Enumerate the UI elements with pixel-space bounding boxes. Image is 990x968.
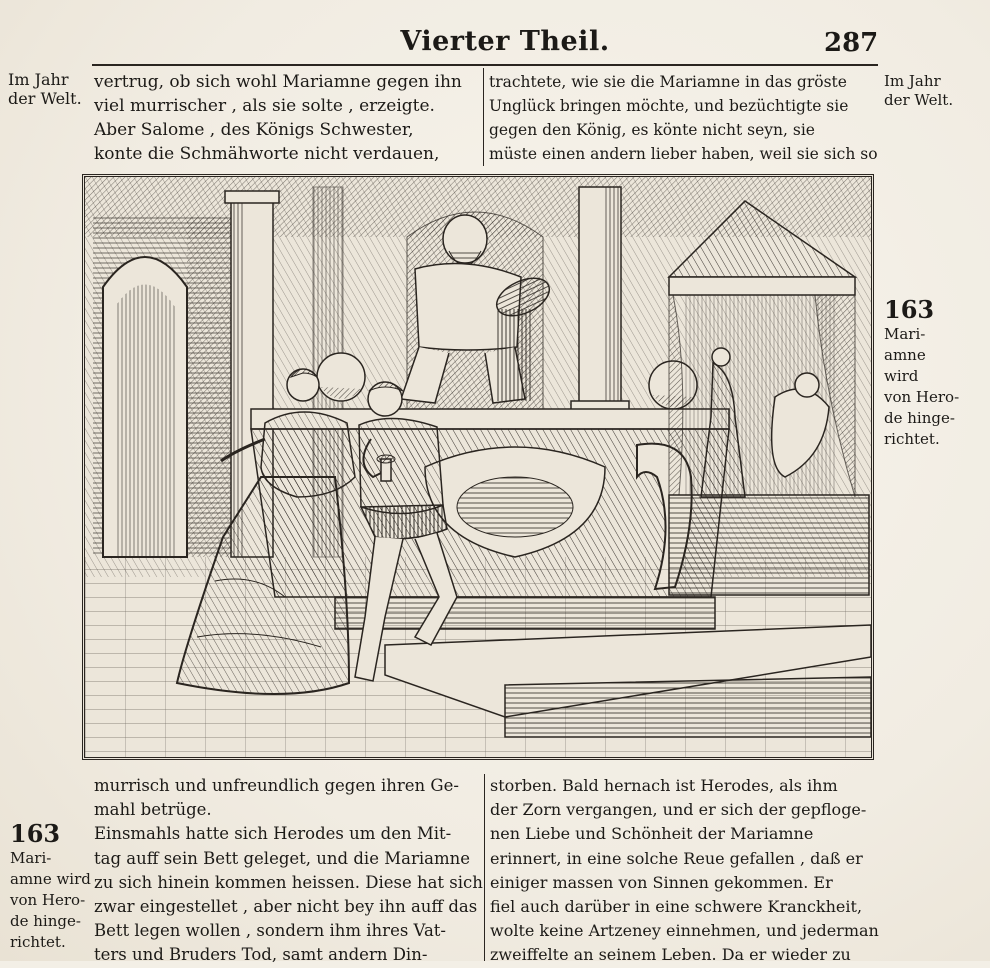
side-note-line: wird — [884, 367, 919, 385]
text-line: einiger massen von Sinnen gekommen. Er — [490, 872, 833, 892]
text-line: zu sich hinein kommen heissen. Diese hat sich — [94, 872, 483, 892]
side-note-line: von Hero- — [884, 388, 960, 406]
margin-note-year-right — [884, 72, 953, 110]
text-line: wolte keine Artzeney einnehmen, und jederman — [490, 921, 879, 941]
margin-note-line: der Welt. — [8, 89, 82, 108]
text-line: viel murrischer , als sie solte , erzeigte. — [94, 96, 435, 116]
text-line: der Zorn vergangen, und er sich der gepfloge- — [490, 800, 867, 820]
side-note-line: richtet. — [884, 430, 940, 448]
margin-note-line: Im Jahr — [884, 72, 941, 90]
side-note-line: amne — [884, 346, 926, 364]
margin-note-year-left — [8, 70, 82, 108]
side-note-line: Mari- — [884, 325, 926, 343]
margin-note-line: der Welt. — [884, 91, 954, 109]
text-line: fiel auch darüber in eine schwere Kranckheit, — [490, 897, 863, 917]
margin-note-line: Im Jahr — [8, 70, 69, 89]
column-divider-bottom — [484, 774, 485, 961]
text-line: Bett legen wollen , sondern ihm ihres Vat- — [94, 921, 446, 941]
top-left-column — [94, 70, 462, 166]
text-line: murrisch und unfreundlich gegen ihren Ge- — [94, 776, 459, 795]
side-note-line: de hinge- — [10, 912, 81, 930]
text-line: nen Liebe und Schönheit der Mariamne — [490, 824, 814, 844]
page-title: Vierter Theil. — [400, 26, 610, 57]
text-line: vertrug, ob sich wohl Mariamne gegen ihn — [94, 72, 462, 92]
bottom-left-column — [94, 774, 483, 968]
side-note-number: 163 — [884, 295, 935, 324]
column-divider-top — [483, 68, 484, 166]
side-note-line: von Hero- — [10, 891, 86, 909]
text-line: zweiffelte an seinem Leben. Da er wieder zu — [490, 945, 851, 965]
top-right-column — [489, 70, 878, 166]
text-line: erinnert, in eine solche Reue gefallen , daß er — [490, 848, 863, 868]
text-line: tag auff sein Bett geleget, und die Mariamne — [94, 848, 470, 868]
engraving-illustration — [82, 174, 874, 760]
header-rule — [92, 64, 878, 66]
side-note-line: Mari- — [10, 849, 52, 867]
text-line: mahl betrüge. — [94, 800, 212, 820]
side-note-line: richtet. — [10, 933, 66, 951]
engraving-scene — [85, 177, 871, 757]
side-note-right — [884, 296, 959, 450]
text-line: trachtete, wie sie die Mariamne in das gröste — [489, 73, 847, 91]
text-line: Einsmahls hatte sich Herodes um den Mit- — [94, 824, 452, 844]
text-line: Aber Salome , des Königs Schwester, — [94, 120, 414, 140]
side-note-number: 163 — [10, 819, 61, 848]
bottom-right-column — [490, 774, 879, 968]
text-line: zwar eingestellet , aber nicht bey ihn auff das — [94, 897, 478, 917]
text-line: konte die Schmähworte nicht verdauen, — [94, 144, 440, 164]
side-note-left — [10, 820, 91, 953]
text-line: ters und Bruders Tod, samt andern Din- — [94, 945, 428, 965]
text-line: Unglück bringen möchte, und bezüchtigte sie — [489, 97, 849, 115]
text-line: gegen den König, es könte nicht seyn, sie — [489, 121, 815, 139]
side-note-line: de hinge- — [884, 409, 955, 427]
side-note-line: amne wird — [10, 870, 91, 888]
page-number: 287 — [824, 28, 879, 58]
text-line: storben. Bald hernach ist Herodes, als ihm — [490, 776, 838, 795]
text-line: müste einen andern lieber haben, weil sie sich so — [489, 145, 878, 163]
